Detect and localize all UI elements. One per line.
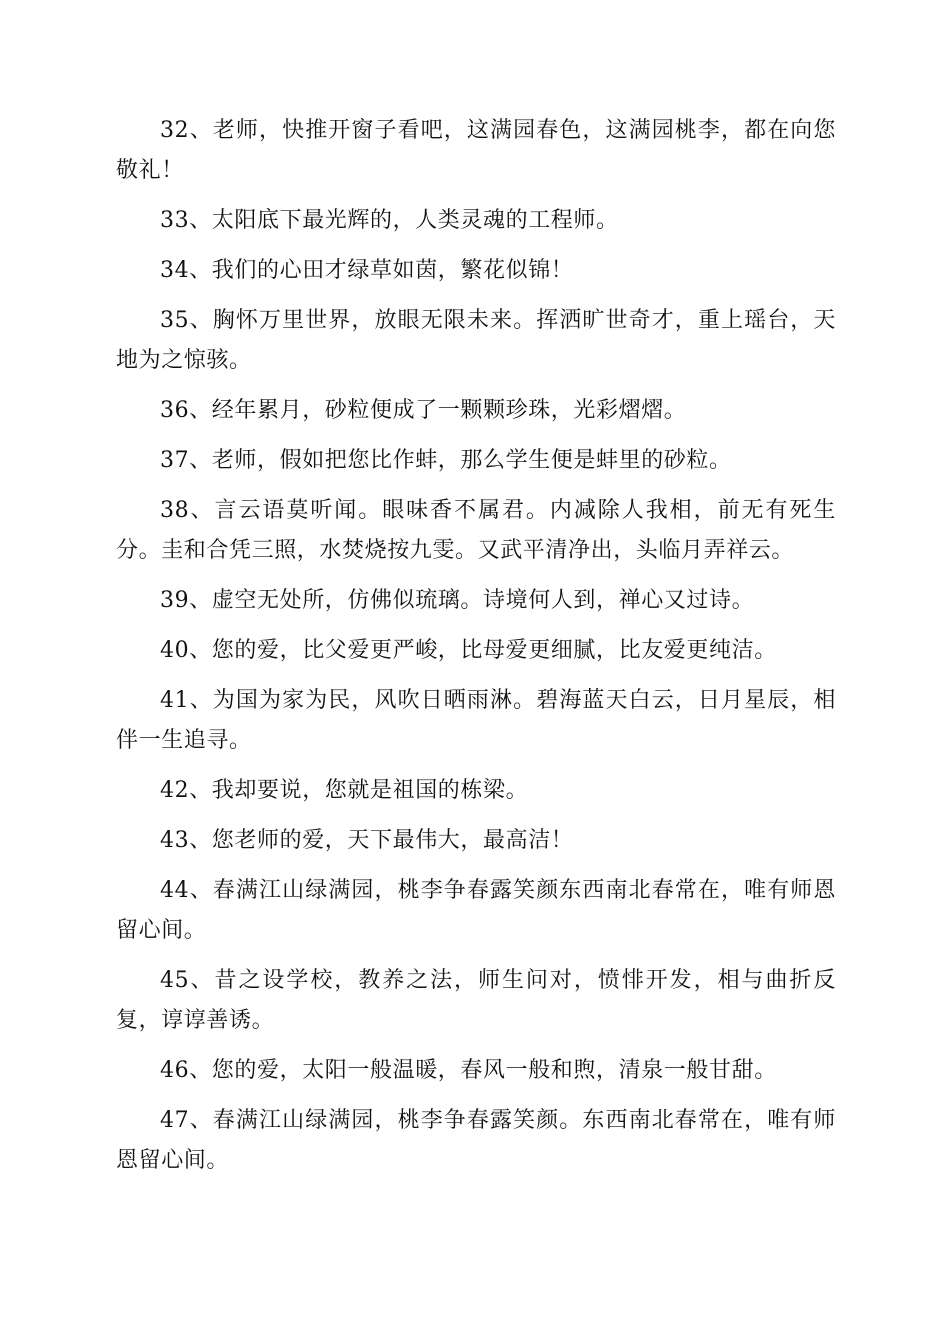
- paragraph-33: 33、太阳底下最光辉的，人类灵魂的工程师。: [160, 208, 619, 233]
- paragraph-38: 38、言云语莫听闻。眼味香不属君。内减除人我相，前无有死生分。圭和合凭三照，水焚烧按九雯。又武平清净出，头临月弄祥云。: [116, 498, 836, 563]
- paragraph-44: 44、春满江山绿满园，桃李争春露笑颜东西南北春常在，唯有师恩留心间。: [116, 878, 836, 943]
- paragraph-43: 43、您老师的爱，天下最伟大，最高洁！: [160, 828, 574, 853]
- paragraph-35: 35、胸怀万里世界，放眼无限未来。挥洒旷世奇才，重上瑶台，天地为之惊骇。: [116, 308, 836, 373]
- paragraph-47: 47、春满江山绿满园，桃李争春露笑颜。东西南北春常在，唯有师恩留心间。: [116, 1108, 836, 1173]
- paragraph-42: 42、我却要说，您就是祖国的栋梁。: [160, 778, 529, 803]
- paragraph-45: 45、昔之设学校，教养之法，师生问对，愤悱开发，相与曲折反复，谆谆善诱。: [116, 968, 836, 1033]
- paragraph-39: 39、虚空无处所，仿佛似琉璃。诗境何人到，禅心又过诗。: [160, 588, 755, 613]
- document-body: [116, 111, 836, 1191]
- paragraph-34: 34、我们的心田才绿草如茵，繁花似锦！: [160, 258, 574, 283]
- paragraph-41: 41、为国为家为民，风吹日晒雨淋。碧海蓝天白云，日月星辰，相伴一生追寻。: [116, 688, 836, 753]
- paragraph-40: 40、您的爱，比父爱更严峻，比母爱更细腻，比友爱更纯洁。: [160, 638, 777, 663]
- paragraph-46: 46、您的爱，太阳一般温暖，春风一般和煦，清泉一般甘甜。: [160, 1058, 777, 1083]
- paragraph-32: 32、老师，快推开窗子看吧，这满园春色，这满园桃李，都在向您敬礼！: [116, 118, 836, 183]
- paragraph-37: 37、老师，假如把您比作蚌，那么学生便是蚌里的砂粒。: [160, 448, 732, 473]
- paragraph-36: 36、经年累月，砂粒便成了一颗颗珍珠，光彩熠熠。: [160, 398, 687, 423]
